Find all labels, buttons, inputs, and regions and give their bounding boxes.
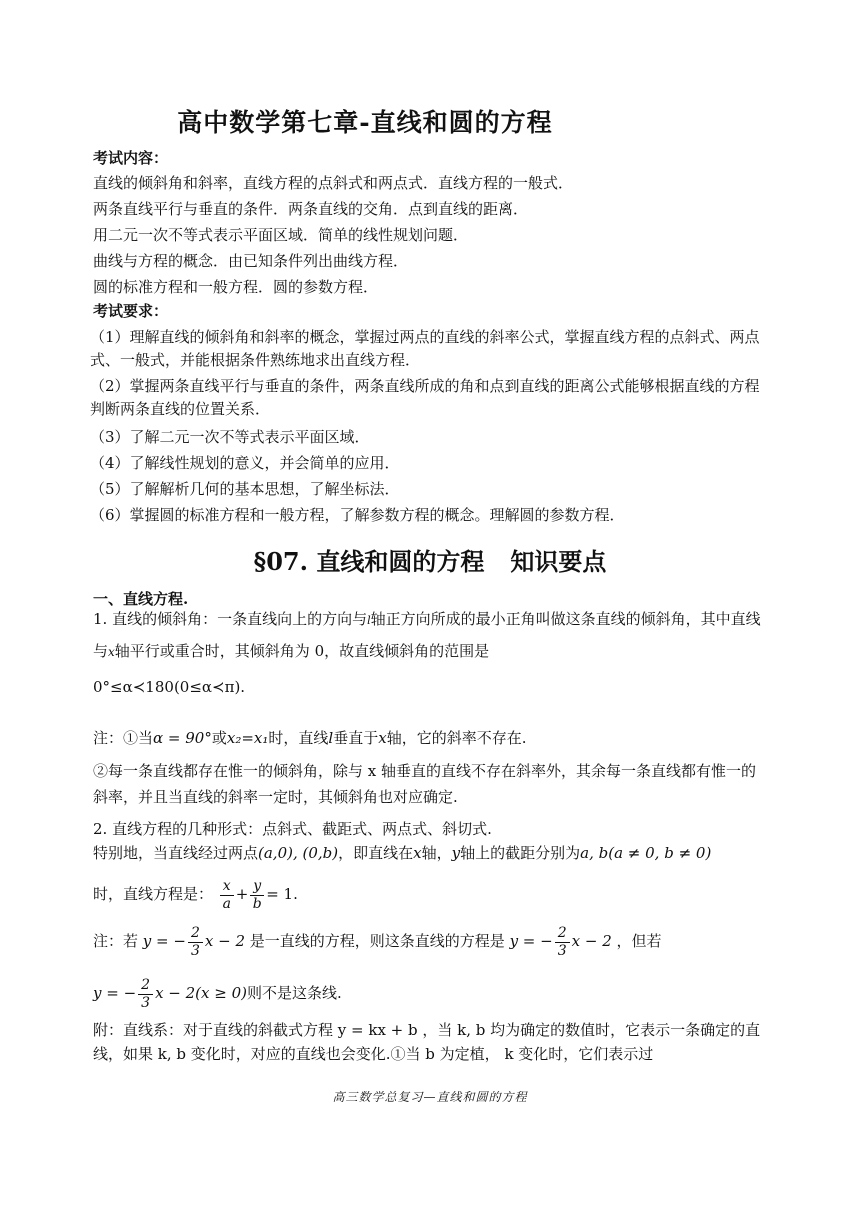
section-subtitle: 知识要点: [510, 547, 607, 576]
fraction-two-thirds: $\frac{2}{3}$: [555, 925, 570, 960]
requirement-item: （2）掌握两条直线平行与垂直的条件，两条直线所成的角和点到直线的距离公式能够根据直线的方程判断两条直线的位置关系．: [90, 377, 760, 418]
part1-heading: 一、直线方程.: [93, 590, 189, 608]
fraction-x-over-a: $\frac{x}{a}$: [220, 878, 234, 913]
fraction-two-thirds: $\frac{2}{3}$: [188, 925, 203, 960]
paragraph-intercept: 特别地，当直线经过两点(a,0), (0,b)，即直线在x轴，y轴上的截距分别为a, b(a ≠ 0, b ≠ 0): [93, 844, 712, 862]
requirement-item: （6）掌握圆的标准方程和一般方程，了解参数方程的概念。理解圆的参数方程．: [90, 506, 625, 524]
section-number: §07. 直线和圆的方程: [253, 547, 485, 576]
exam-content-line: 直线的倾斜角和斜率，直线方程的点斜式和两点式．直线方程的一般式．: [93, 174, 574, 192]
exam-content-line: 圆的标准方程和一般方程．圆的参数方程．: [93, 278, 379, 296]
intercept-equation-line: 时，直线方程是： $\frac{x}{a}$ + $\frac{y}{b}$ = 1.: [93, 877, 298, 912]
requirement-item: （1）理解直线的倾斜角和斜率的概念，掌握过两点的直线的斜率公式，掌握直线方程的点斜式、两点式、一般式，并能根据条件熟练地求出直线方程．: [90, 328, 760, 369]
exam-requirements-heading: 考试要求：: [93, 302, 169, 320]
requirement-item: （5）了解解析几何的基本思想，了解坐标法．: [90, 480, 400, 498]
section-title: [0, 542, 860, 577]
exam-content-line: 两条直线平行与垂直的条件．两条直线的交角．点到直线的距离．: [93, 200, 529, 218]
requirement-item: （3）了解二元一次不等式表示平面区域．: [90, 428, 370, 446]
page-title: 高中数学第七章-直线和圆的方程: [177, 108, 553, 137]
note-1: 注：①当α = 90°或x₂=x₁时，直线l垂直于x轴，它的斜率不存在.: [93, 729, 527, 747]
page-footer: 高三数学总复习—直线和圆的方程: [332, 1090, 528, 1104]
exam-content-heading: 考试内容：: [93, 149, 169, 167]
note-3-line1: 注：若 y = − $\frac{2}{3}$ x − 2 是一直线的方程，则这条直线的方程是 y = − $\frac{2}{3}$ x − 2 ，但若: [93, 924, 662, 959]
paragraph-forms: 2. 直线方程的几种形式：点斜式、截距式、两点式、斜切式.: [93, 820, 492, 838]
exam-content-line: 曲线与方程的概念．由已知条件列出曲线方程．: [93, 252, 409, 270]
angle-range-formula: 0°≤α≺180(0≤α≺π).: [93, 678, 246, 696]
fraction-y-over-b: $\frac{y}{b}$: [250, 878, 264, 913]
paragraph-inclination: 1. 直线的倾斜角：一条直线向上的方向与l轴正方向所成的最小正角叫做这条直线的倾斜角，其中直线与x轴平行或重合时，其倾斜角为 0，故直线倾斜角的范围是: [93, 610, 761, 660]
fraction-two-thirds: $\frac{2}{3}$: [138, 977, 153, 1012]
note-2: ②每一条直线都存在惟一的倾斜角，除与 x 轴垂直的直线不存在斜率外，其余每一条直线都有惟一的斜率，并且当直线的斜率一定时，其倾斜角也对应确定.: [93, 762, 757, 806]
note-3-line2: y = − $\frac{2}{3}$ x − 2(x ≥ 0)则不是这条线.: [93, 976, 342, 1011]
requirement-item: （4）了解线性规划的意义，并会简单的应用．: [90, 454, 400, 472]
exam-content-line: 用二元一次不等式表示平面区域．简单的线性规划问题．: [93, 226, 469, 244]
appendix-line-family: 附：直线系：对于直线的斜截式方程 y = kx + b ，当 k, b 均为确定的数值时，它表示一条确定的直线，如果 k, b 变化时，对应的直线也会变化.①当 b 为定植， k 变化时，它们表示过: [93, 1021, 761, 1063]
